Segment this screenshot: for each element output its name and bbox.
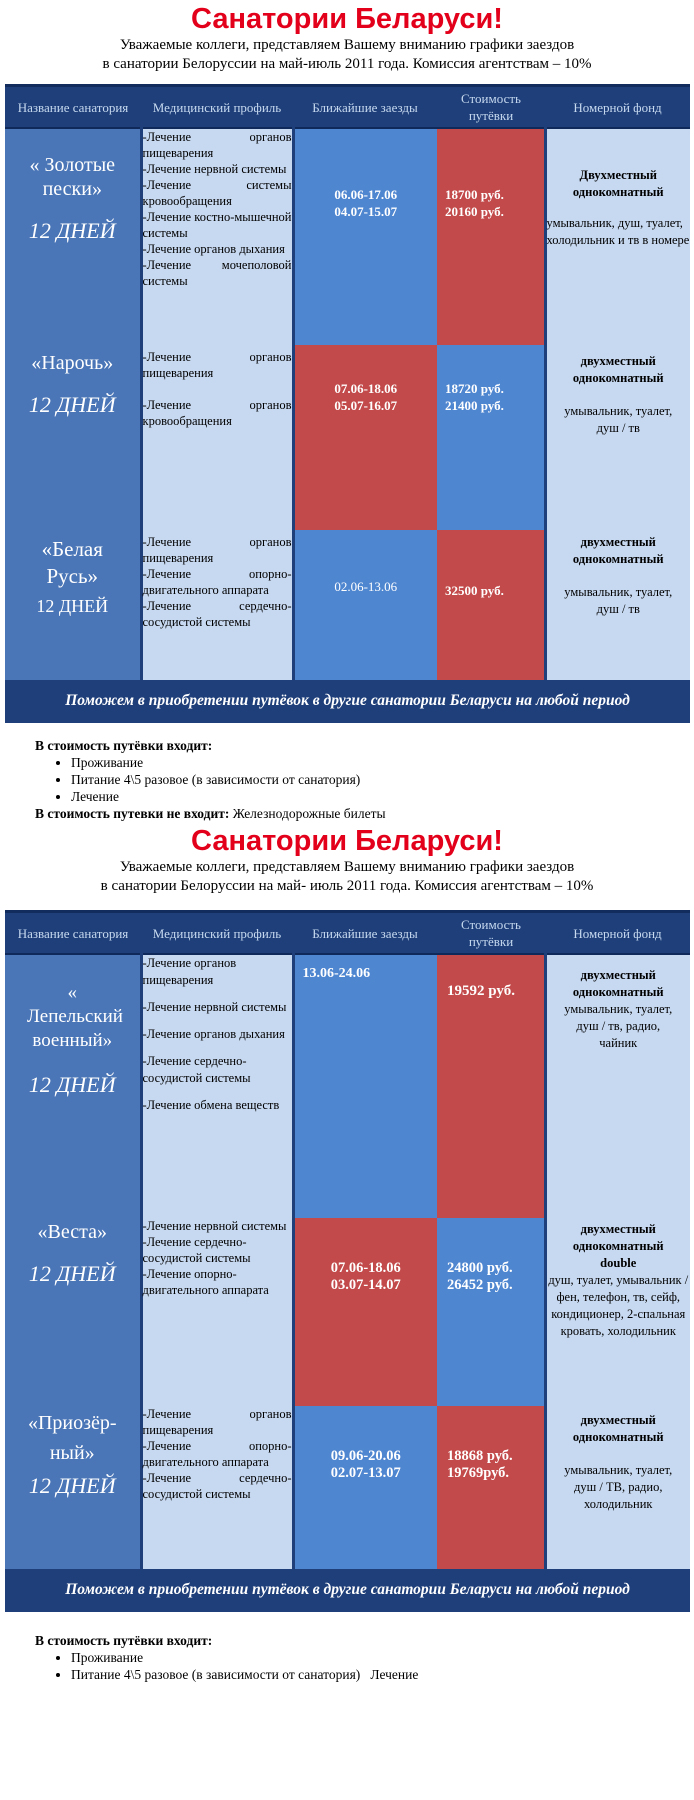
profile-item: -Лечение органов кровообращения bbox=[142, 398, 292, 428]
profile-item: -Лечение сердечно-сосудистой системы bbox=[142, 1235, 251, 1265]
date-range: 02.06-13.06 bbox=[334, 579, 398, 594]
room-cell bbox=[545, 128, 690, 345]
price: 18700 руб. bbox=[445, 187, 504, 202]
sanatorium-name: «Веста» bbox=[37, 1221, 107, 1243]
header-name: Название санатория bbox=[5, 913, 141, 954]
sanatorium-name-cell bbox=[5, 1406, 141, 1569]
header-price: Стоимость путёвки bbox=[437, 87, 545, 128]
subtitle-line-2: в санатории Белоруссии на май- июль 2011 года. Комиссия агентствам – 10% bbox=[100, 878, 594, 894]
arrival-dates bbox=[293, 345, 437, 530]
date-range: 03.07-14.07 bbox=[330, 1277, 401, 1293]
stay-duration: 12 ДНЕЙ bbox=[28, 1261, 116, 1286]
price-cell bbox=[437, 1218, 545, 1406]
room-type: двухместный однокомнатный bbox=[572, 354, 664, 385]
medical-profile bbox=[141, 1406, 293, 1569]
room-cell bbox=[545, 954, 690, 1218]
profile-item: -Лечение обмена веществ bbox=[142, 1098, 280, 1112]
header-rooms: Номерной фонд bbox=[545, 87, 690, 128]
date-range: 06.06-17.06 bbox=[334, 187, 398, 202]
price: 20160 руб. bbox=[445, 204, 504, 219]
price-cell bbox=[437, 530, 545, 680]
medical-profile bbox=[141, 128, 293, 345]
profile-item: -Лечение органов пищеварения bbox=[142, 535, 292, 565]
promo-text: Поможем в приобретении путёвок в другие санатории Беларуси на любой период bbox=[13, 1579, 682, 1600]
excludes-label: В стоимость путевки не входит: bbox=[35, 806, 230, 821]
arrival-dates bbox=[293, 954, 437, 1218]
room-description: умывальник, туалет, душ / тв bbox=[564, 585, 673, 616]
profile-item: -Лечение костно-мышечной системы bbox=[142, 210, 292, 240]
list-item: • Питание 4\5 разовое (в зависимости от санатория) Лечение bbox=[71, 1666, 694, 1683]
table-row bbox=[5, 954, 690, 1218]
price-cell bbox=[437, 1406, 545, 1569]
profile-item: -Лечение сердечно-сосудистой системы bbox=[142, 1471, 292, 1501]
sanatorium-name-cell bbox=[5, 1218, 141, 1406]
price-notes bbox=[35, 737, 694, 822]
medical-profile bbox=[141, 530, 293, 680]
room-description: умывальник, туалет, душ / тв bbox=[564, 404, 673, 435]
room-type: двухместный однокомнатный double bbox=[572, 1222, 664, 1270]
profile-item: -Лечение органов пищеварения bbox=[142, 1407, 292, 1437]
date-range: 07.06-18.06 bbox=[330, 1260, 401, 1276]
list-item: • Питание 4\5 разовое (в зависимости от санатория) bbox=[71, 771, 694, 788]
stay-duration: 12 ДНЕЙ bbox=[28, 1072, 116, 1097]
stay-duration: 12 ДНЕЙ bbox=[28, 1473, 116, 1498]
room-cell bbox=[545, 1406, 690, 1569]
list-item: • Проживание bbox=[71, 754, 694, 771]
excludes-value: Железнодорожные билеты bbox=[232, 806, 386, 821]
room-type: Двухместный однокомнатный bbox=[572, 168, 664, 199]
sanatorium-name-cell bbox=[5, 345, 141, 530]
price: 18868 руб. bbox=[447, 1448, 513, 1464]
list-item: • Проживание bbox=[71, 1649, 694, 1666]
room-type: двухместный однокомнатный bbox=[572, 968, 664, 999]
price: 18720 руб. bbox=[445, 381, 504, 396]
price: 26452 руб. bbox=[447, 1277, 513, 1293]
table-row bbox=[5, 1406, 690, 1569]
date-range: 09.06-20.06 bbox=[330, 1448, 401, 1464]
list-item: • Лечение bbox=[71, 788, 694, 805]
includes-list bbox=[35, 1649, 694, 1683]
profile-item: -Лечение мочеполовой системы bbox=[142, 258, 292, 288]
price: 19592 руб. bbox=[447, 983, 515, 999]
includes-label: В стоимость путёвки входит: bbox=[35, 738, 213, 753]
profile-item: -Лечение опорно-двигательного аппарата bbox=[142, 567, 292, 597]
profile-item: -Лечение нервной системы bbox=[142, 1000, 287, 1014]
room-cell bbox=[545, 345, 690, 530]
medical-profile bbox=[141, 954, 293, 1218]
promo-banner bbox=[5, 680, 690, 723]
sanatorium-name: «Приозёр-ный» bbox=[27, 1412, 117, 1464]
excludes-line bbox=[35, 805, 694, 822]
room-description: умывальник, душ, туалет, холодильник и тв в номере bbox=[546, 216, 690, 247]
table-row bbox=[5, 530, 690, 680]
promo-text: Поможем в приобретении путёвок в другие санатории Беларуси на любой период bbox=[13, 690, 682, 711]
price-cell bbox=[437, 128, 545, 345]
arrival-dates bbox=[293, 128, 437, 345]
section-1 bbox=[0, 0, 694, 822]
arrival-dates bbox=[293, 1406, 437, 1569]
stay-duration: 12 ДНЕЙ bbox=[28, 392, 116, 417]
sanatorium-name-cell bbox=[5, 530, 141, 680]
profile-item: -Лечение органов пищеварения bbox=[142, 130, 292, 160]
price: 19769руб. bbox=[447, 1465, 510, 1481]
date-range: 02.07-13.07 bbox=[330, 1465, 401, 1481]
arrival-dates bbox=[293, 1218, 437, 1406]
sanatorium-name: «Нарочь» bbox=[31, 352, 114, 374]
room-type: двухместный однокомнатный bbox=[572, 1413, 664, 1444]
price: 24800 руб. bbox=[447, 1260, 513, 1276]
schedule-table-2 bbox=[5, 910, 690, 1612]
sanatorium-name: « Лепельский военный» bbox=[27, 982, 123, 1051]
header-price: Стоимость путёвки bbox=[437, 913, 545, 954]
promo-banner bbox=[5, 1569, 690, 1612]
table-row bbox=[5, 1218, 690, 1406]
page-title: Санатории Беларуси! bbox=[191, 825, 503, 857]
table-row bbox=[5, 128, 690, 345]
price: 21400 руб. bbox=[445, 398, 504, 413]
price-notes bbox=[35, 1632, 694, 1683]
includes-list bbox=[35, 754, 694, 805]
sanatorium-name: « Золотые пески» bbox=[29, 154, 116, 200]
profile-item: -Лечение сердечно-сосудистой системы bbox=[142, 599, 292, 629]
subtitle-line-2: в санатории Белоруссии на май-июль 2011 года. Комиссия агентствам – 10% bbox=[102, 56, 592, 72]
section-2 bbox=[0, 824, 694, 1683]
profile-item: -Лечение опорно-двигательного аппарата bbox=[142, 1439, 292, 1469]
sanatorium-name-cell bbox=[5, 128, 141, 345]
date-range: 04.07-15.07 bbox=[334, 204, 398, 219]
header-dates: Ближайшие заезды bbox=[293, 87, 437, 128]
header-name: Название санатория bbox=[5, 87, 141, 128]
price-cell bbox=[437, 954, 545, 1218]
profile-item: -Лечение органов дыхания bbox=[142, 242, 285, 256]
medical-profile bbox=[141, 345, 293, 530]
room-description: умывальник, туалет, душ / тв, радио, чайник bbox=[564, 1002, 673, 1050]
profile-item: -Лечение нервной системы bbox=[142, 1219, 287, 1233]
header-dates: Ближайшие заезды bbox=[293, 913, 437, 954]
table-header bbox=[5, 87, 690, 128]
medical-profile bbox=[141, 1218, 293, 1406]
arrival-dates bbox=[293, 530, 437, 680]
sanatorium-name-cell bbox=[5, 954, 141, 1218]
price-cell bbox=[437, 345, 545, 530]
profile-item: -Лечение системы кровообращения bbox=[142, 178, 292, 208]
table-header bbox=[5, 913, 690, 954]
date-range: 07.06-18.06 bbox=[334, 381, 398, 396]
profile-item: -Лечение органов пищеварения bbox=[142, 956, 237, 987]
stay-duration: 12 ДНЕЙ bbox=[36, 596, 109, 616]
header-rooms: Номерной фонд bbox=[545, 913, 690, 954]
schedule-table-1 bbox=[5, 84, 690, 723]
price: 32500 руб. bbox=[445, 583, 504, 598]
room-description: умывальник, туалет, душ / ТВ, радио, холодильник bbox=[564, 1463, 673, 1511]
profile-item: -Лечение сердечно-сосудистой системы bbox=[142, 1054, 251, 1085]
date-range: 13.06-24.06 bbox=[302, 966, 371, 981]
page-title: Санатории Беларуси! bbox=[191, 3, 503, 35]
date-range: 05.07-16.07 bbox=[334, 398, 398, 413]
subtitle-line-1: Уважаемые коллеги, представляем Вашему вниманию графики заездов bbox=[119, 859, 575, 875]
profile-item: -Лечение нервной системы bbox=[142, 162, 287, 176]
header-profile: Медицинский профиль bbox=[141, 913, 293, 954]
header-profile: Медицинский профиль bbox=[141, 87, 293, 128]
sanatorium-name: «Белая Русь» bbox=[41, 537, 103, 588]
profile-item: -Лечение органов пищеварения bbox=[142, 350, 292, 380]
room-cell bbox=[545, 1218, 690, 1406]
table-row bbox=[5, 345, 690, 530]
subtitle-line-1: Уважаемые коллеги, представляем Вашему вниманию графики заездов bbox=[119, 37, 575, 53]
stay-duration: 12 ДНЕЙ bbox=[28, 218, 116, 243]
room-type: двухместный однокомнатный bbox=[572, 535, 664, 566]
profile-item: -Лечение опорно-двигательного аппарата bbox=[142, 1267, 269, 1297]
room-description: душ, туалет, умывальник / фен, телефон, тв, сейф, кондиционер, 2-спальная кровать, холодильник bbox=[548, 1273, 689, 1338]
profile-item: -Лечение органов дыхания bbox=[142, 1027, 285, 1041]
room-cell bbox=[545, 530, 690, 680]
includes-label: В стоимость путёвки входит: bbox=[35, 1633, 213, 1648]
